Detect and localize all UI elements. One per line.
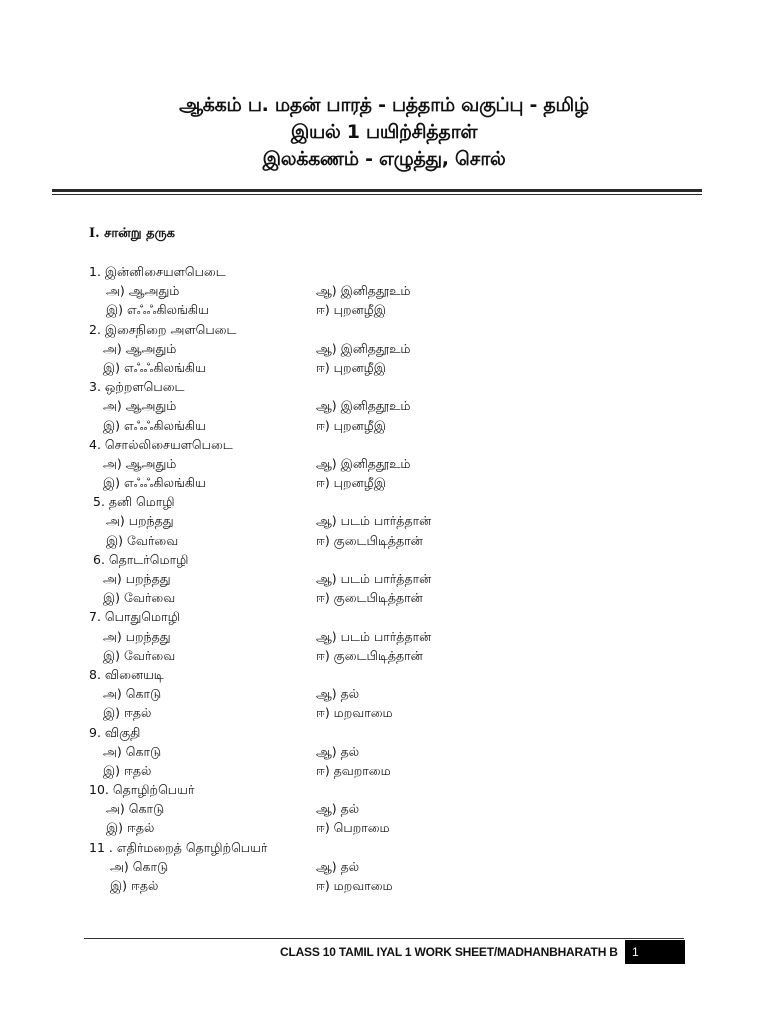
question-title: 10. தொழிற்பெயர் bbox=[89, 782, 195, 798]
option-row bbox=[0, 761, 768, 780]
option-row bbox=[0, 511, 768, 530]
section-numeral: I. bbox=[89, 226, 100, 241]
question-title-row bbox=[0, 492, 768, 511]
option-c: இ) எஃஃகிலங்கிய bbox=[103, 417, 206, 433]
option-b: ஆ) தல் bbox=[316, 801, 360, 817]
question-item bbox=[0, 377, 768, 435]
question-title-row bbox=[0, 262, 768, 281]
option-a: அ) பறந்தது bbox=[103, 571, 171, 586]
option-c: இ) ஈதல் bbox=[103, 762, 152, 778]
question-title: 3. ஒற்றளபெடை bbox=[89, 379, 185, 395]
option-row bbox=[0, 684, 768, 703]
option-a: அ) கொடு bbox=[110, 858, 169, 874]
question-list bbox=[0, 262, 768, 895]
option-row bbox=[0, 742, 768, 761]
option-c: இ) வேர்வை bbox=[106, 532, 179, 548]
worksheet-header bbox=[0, 92, 768, 173]
option-d: ஈ) புறனழீஇ bbox=[316, 302, 386, 318]
option-a: அ) கொடு bbox=[106, 801, 165, 817]
question-item bbox=[0, 492, 768, 550]
option-row bbox=[0, 416, 768, 435]
option-row bbox=[0, 300, 768, 319]
option-row bbox=[0, 703, 768, 722]
option-row bbox=[0, 396, 768, 415]
option-d: ஈ) புறனழீஇ bbox=[316, 475, 386, 491]
option-a: அ) கொடு bbox=[103, 743, 162, 759]
option-c: இ) வேர்வை bbox=[103, 647, 176, 663]
question-title: 8. வினையடி bbox=[89, 666, 164, 682]
header-author-line: ஆக்கம் ப. மதன் பாரத் - பத்தாம் வகுப்பு - தமிழ் bbox=[179, 94, 589, 116]
question-title-row bbox=[0, 838, 768, 857]
option-a: அ) ஆஅதும் bbox=[103, 398, 177, 414]
question-title-row bbox=[0, 723, 768, 742]
question-title: 4. சொல்லிசையளபெடை bbox=[89, 436, 233, 452]
option-row bbox=[0, 454, 768, 473]
option-row bbox=[0, 646, 768, 665]
header-unit-line: இயல் 1 பயிற்சித்தாள் bbox=[290, 121, 478, 143]
section-title: சான்று தருக bbox=[104, 226, 175, 241]
footer-divider bbox=[84, 938, 684, 939]
question-title: 2. இசைநிறை அளபெடை bbox=[89, 321, 237, 337]
question-item bbox=[0, 665, 768, 723]
option-row bbox=[0, 818, 768, 837]
option-b: ஆ) தல் bbox=[316, 743, 360, 759]
option-b: ஆ) தல் bbox=[316, 858, 360, 874]
option-row bbox=[0, 588, 768, 607]
option-b: ஆ) இனிததூஉம் bbox=[316, 398, 411, 414]
option-row bbox=[0, 358, 768, 377]
question-title: 5. தனி மொழி bbox=[93, 494, 175, 510]
option-row bbox=[0, 281, 768, 300]
option-d: ஈ) பெறாமை bbox=[316, 820, 390, 836]
option-row bbox=[0, 339, 768, 358]
option-b: ஆ) தல் bbox=[316, 686, 360, 702]
option-b: ஆ) படம் பார்த்தான் bbox=[316, 513, 432, 529]
question-item bbox=[0, 262, 768, 320]
option-row bbox=[0, 473, 768, 492]
question-item bbox=[0, 780, 768, 838]
option-d: ஈ) குடைபிடித்தான் bbox=[316, 532, 423, 548]
option-row bbox=[0, 569, 768, 588]
option-c: இ) எஃஃகிலங்கிய bbox=[106, 302, 209, 318]
footer-caption: CLASS 10 TAMIL IYAL 1 WORK SHEET/MADHANBHARATH B bbox=[280, 945, 618, 959]
question-title-row bbox=[0, 377, 768, 396]
question-title: 7. பொதுமொழி bbox=[89, 609, 180, 625]
option-a: அ) ஆஅதும் bbox=[103, 455, 177, 471]
option-b: ஆ) இனிததூஉம் bbox=[316, 455, 411, 471]
option-d: ஈ) மறவாமை bbox=[316, 878, 393, 893]
question-title-row bbox=[0, 550, 768, 569]
option-b: ஆ) இனிததூஉம் bbox=[316, 283, 411, 299]
page-number: 1 bbox=[632, 945, 639, 959]
question-title: 11 . எதிர்மறைத் தொழிற்பெயர் bbox=[89, 839, 268, 855]
option-c: இ) ஈதல் bbox=[106, 820, 155, 836]
question-item bbox=[0, 550, 768, 608]
question-item bbox=[0, 838, 768, 896]
question-item bbox=[0, 607, 768, 665]
question-title-row bbox=[0, 665, 768, 684]
question-title-row bbox=[0, 435, 768, 454]
option-a: அ) ஆஅதும் bbox=[106, 283, 180, 299]
option-c: இ) ஈதல் bbox=[110, 878, 159, 893]
option-d: ஈ) தவறாமை bbox=[316, 762, 391, 778]
option-d: ஈ) குடைபிடித்தான் bbox=[316, 647, 423, 663]
option-row bbox=[0, 799, 768, 818]
option-d: ஈ) புறனழீஇ bbox=[316, 417, 386, 433]
option-a: அ) கொடு bbox=[103, 686, 162, 702]
question-item bbox=[0, 435, 768, 493]
option-row bbox=[0, 876, 768, 895]
option-row bbox=[0, 531, 768, 550]
question-title-row bbox=[0, 780, 768, 799]
option-b: ஆ) படம் பார்த்தான் bbox=[316, 628, 432, 644]
option-a: அ) பறந்தது bbox=[103, 628, 171, 644]
option-row bbox=[0, 857, 768, 876]
option-c: இ) வேர்வை bbox=[103, 590, 176, 606]
option-d: ஈ) புறனழீஇ bbox=[316, 359, 386, 375]
option-b: ஆ) படம் பார்த்தான் bbox=[316, 571, 432, 586]
question-item bbox=[0, 320, 768, 378]
header-divider-thin bbox=[52, 194, 702, 195]
question-title-row bbox=[0, 320, 768, 339]
header-topic-line: இலக்கணம் - எழுத்து, சொல் bbox=[262, 148, 506, 170]
option-row bbox=[0, 627, 768, 646]
option-d: ஈ) மறவாமை bbox=[316, 705, 393, 721]
section-heading bbox=[89, 226, 175, 242]
header-divider-thick bbox=[52, 189, 702, 192]
option-a: அ) ஆஅதும் bbox=[103, 340, 177, 356]
option-b: ஆ) இனிததூஉம் bbox=[316, 340, 411, 356]
question-item bbox=[0, 723, 768, 781]
option-a: அ) பறந்தது bbox=[106, 513, 174, 529]
question-title: 9. விகுதி bbox=[89, 724, 141, 740]
option-c: இ) ஈதல் bbox=[103, 705, 152, 721]
option-c: இ) எஃஃகிலங்கிய bbox=[103, 475, 206, 491]
question-title: 6. தொடர்மொழி bbox=[93, 551, 189, 567]
option-c: இ) எஃஃகிலங்கிய bbox=[103, 359, 206, 375]
page-number-box bbox=[625, 940, 685, 964]
option-d: ஈ) குடைபிடித்தான் bbox=[316, 590, 423, 606]
question-title-row bbox=[0, 607, 768, 626]
question-title: 1. இன்னிசையளபெடை bbox=[89, 264, 226, 279]
